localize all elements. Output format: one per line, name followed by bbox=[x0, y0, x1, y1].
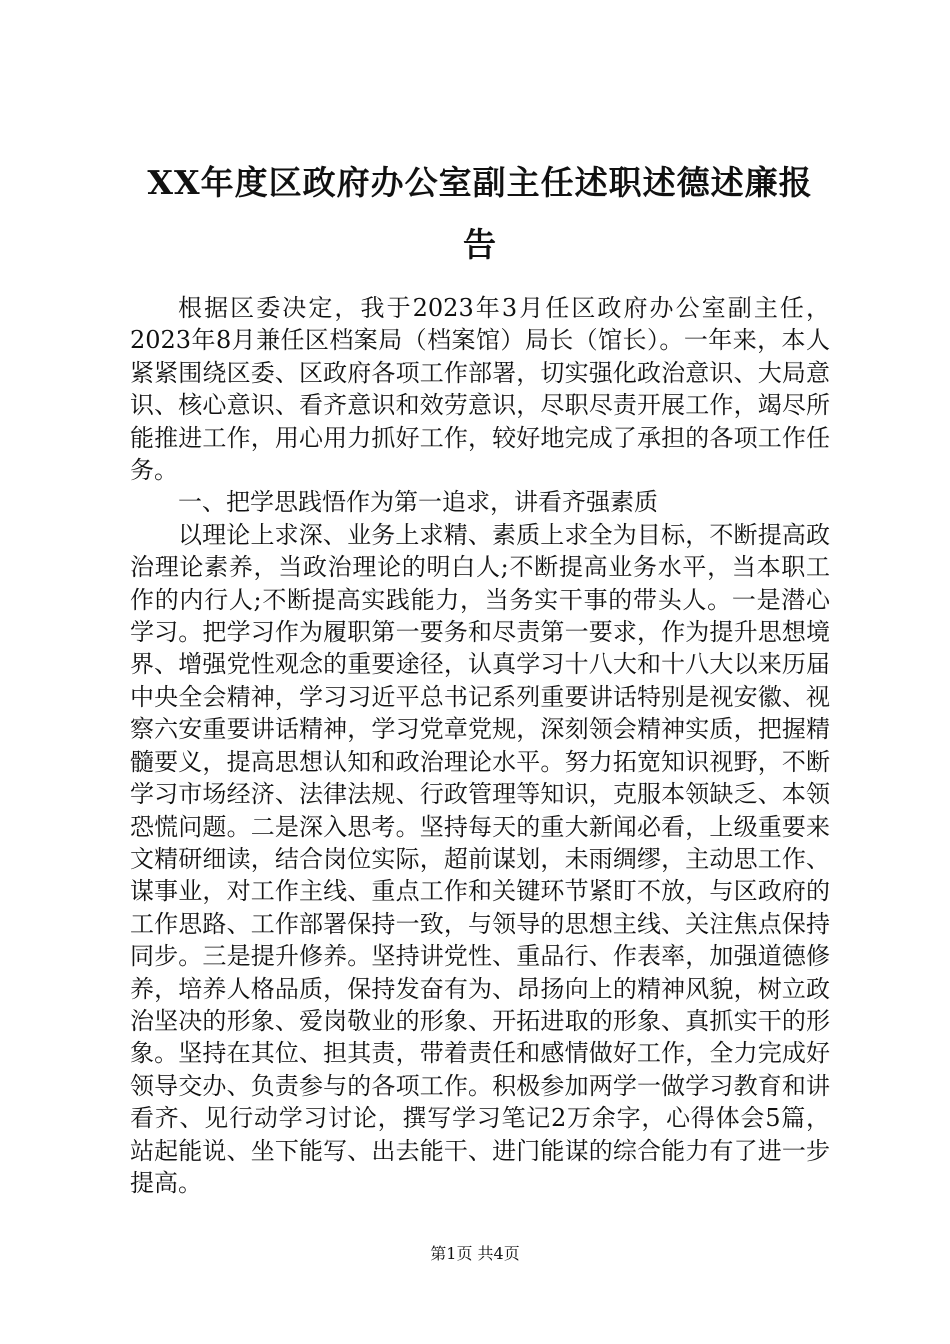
document-title-continued: 告 bbox=[463, 225, 497, 264]
section-heading: 一、把学思践悟作为第一追求，讲看齐强素质 bbox=[178, 488, 658, 517]
intro-paragraph: 根据区委决定，我于2023年3月任区政府办公室副主任，2023年8月兼任区档案局（档案馆）局长（馆长）。一年来，本人紧紧围绕区委、区政府各项工作部署，切实强化政治意识、大局意识、核心意识、看齐意识和效劳意识，尽职尽责开展工作，竭尽所能推进工作，用心用力抓好工作，较好地完成了承担的各项工作任务。 bbox=[130, 294, 830, 485]
document-body bbox=[130, 292, 830, 1199]
section-paragraph: 以理论上求深、业务上求精、素质上求全为目标，不断提高政治理论素养，当政治理论的明白人;不断提高业务水平，当本职工作的内行人;不断提高实践能力，当务实干事的带头人。一是潜心学习。把学习作为履职第一要务和尽责第一要求，作为提升思想境界、增强党性观念的重要途径，认真学习十八大和十八大以来历届中央全会精神，学习习近平总书记系列重要讲话特别是视安徽、视察六安重要讲话精神，学习党章党规，深刻领会精神实质，把握精髓要义，提高思想认知和政治理论水平。努力拓宽知识视野，不断学习市场经济、法律法规、行政管理等知识，克服本领缺乏、本领恐慌问题。二是深入思考。坚持每天的重大新闻必看，上级重要来文精研细读，结合岗位实际，超前谋划，未雨绸缪，主动思工作、谋事业，对工作主线、重点工作和关键环节紧盯不放，与区政府的工作思路、工作部署保持一致，与领导的思想主线、关注焦点保持同步。三是提升修养。坚持讲党性、重品行、作表率，加强道德修养，培养人格品质，保持发奋有为、昂扬向上的精神风貌，树立政治坚决的形象、爱岗敬业的形象、开拓进取的形象、真抓实干的形象。坚持在其位、担其责，带着责任和感情做好工作，全力完成好领导交办、负责参与的各项工作。积极参加两学一做学习教育和讲看齐、见行动学习讨论，撰写学习笔记2万余字，心得体会5篇，站起能说、坐下能写、出去能干、进门能谋的综合能力有了进一步提高。 bbox=[130, 520, 830, 1197]
page-number-footer: 第1页 共4页 bbox=[430, 1244, 520, 1263]
document-title: XX年度区政府办公室副主任述职述德述廉报 bbox=[147, 163, 813, 202]
